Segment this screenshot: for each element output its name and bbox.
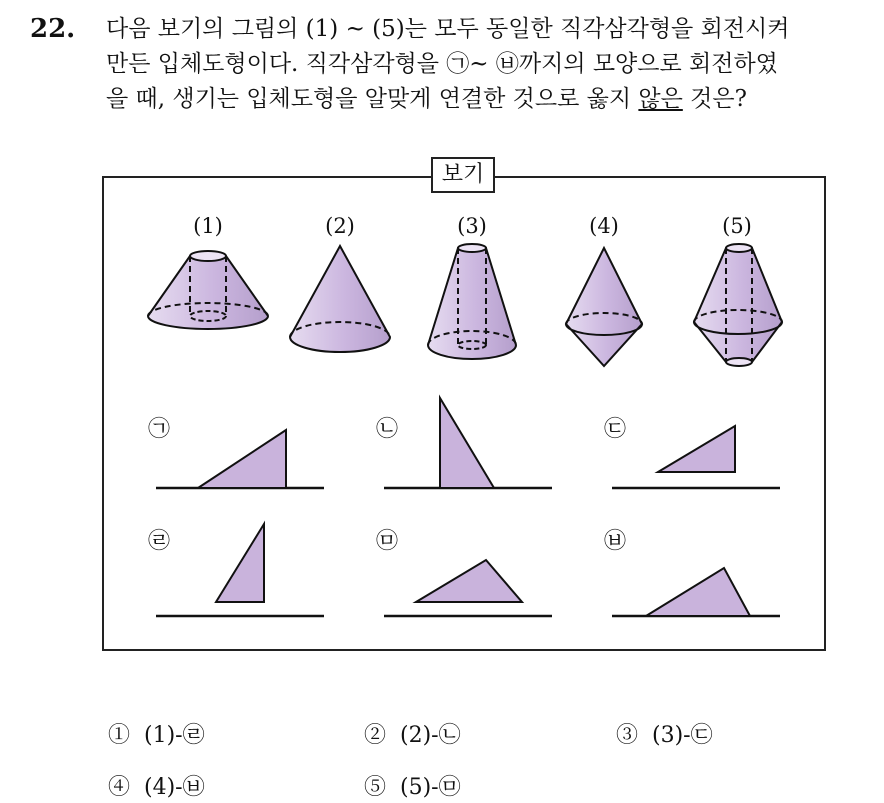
triangle-label-digeut: ㉢ <box>604 417 627 442</box>
triangle-digeut <box>658 426 735 472</box>
solid-label-1: (1) <box>193 214 223 238</box>
choice-4-mark: ④ <box>108 775 131 800</box>
solid-3-tall-frustum-with-hole <box>428 244 516 359</box>
triangle-rieul <box>216 524 264 602</box>
choice-5-mark: ⑤ <box>364 775 387 800</box>
triangle-label-nieun: ㉡ <box>376 417 399 442</box>
choice-3-text: (3)-㉢ <box>652 723 713 748</box>
triangle-bieup <box>646 568 750 616</box>
question-line-2: 만든 입체도형이다. 직각삼각형을 ㉠~ ㉥까지의 모양으로 회전하였 <box>106 51 778 77</box>
solid-label-4: (4) <box>589 214 619 238</box>
solid-4-double-cone <box>566 248 642 366</box>
choice-4-text: (4)-㉥ <box>144 775 205 800</box>
underlined-word: 않은 <box>638 86 683 112</box>
question-line-3-start: 을 때, 생기는 입체도형을 알맞게 연결한 것으로 옳지 <box>106 86 639 112</box>
solid-2-cone <box>290 246 390 352</box>
choice-5[interactable] <box>364 770 461 801</box>
question-line-1: 다음 보기의 그림의 (1) ~ (5)는 모두 동일한 직각삼각형을 회전시켜 <box>106 16 790 42</box>
triangle-label-giyeok: ㉠ <box>148 417 171 442</box>
choice-3[interactable] <box>616 718 713 749</box>
triangle-giyeok <box>198 430 286 488</box>
choice-3-mark: ③ <box>616 723 639 748</box>
solid-5-double-frustum-with-hole <box>694 244 782 366</box>
example-box-label: 보기 <box>431 157 495 193</box>
choice-4[interactable] <box>108 770 205 801</box>
solid-label-5: (5) <box>722 214 752 238</box>
solid-1-frustum-with-hole <box>148 251 268 329</box>
choice-1[interactable] <box>108 718 205 749</box>
triangle-label-bieup: ㉥ <box>604 529 627 554</box>
triangle-nieun <box>440 398 494 488</box>
choice-2[interactable] <box>364 718 461 749</box>
solid-label-3: (3) <box>457 214 487 238</box>
choice-1-mark: ① <box>108 723 131 748</box>
choice-2-text: (2)-㉡ <box>400 723 461 748</box>
triangle-label-rieul: ㉣ <box>148 529 171 554</box>
choice-1-text: (1)-㉣ <box>144 723 205 748</box>
triangle-label-mieum: ㉤ <box>376 529 399 554</box>
choice-5-text: (5)-㉤ <box>400 775 461 800</box>
choice-2-mark: ② <box>364 723 387 748</box>
question-line-3-end: 것은? <box>682 86 747 112</box>
question-number: 22. <box>30 14 76 44</box>
triangle-mieum <box>416 560 522 602</box>
solid-label-2: (2) <box>325 214 355 238</box>
